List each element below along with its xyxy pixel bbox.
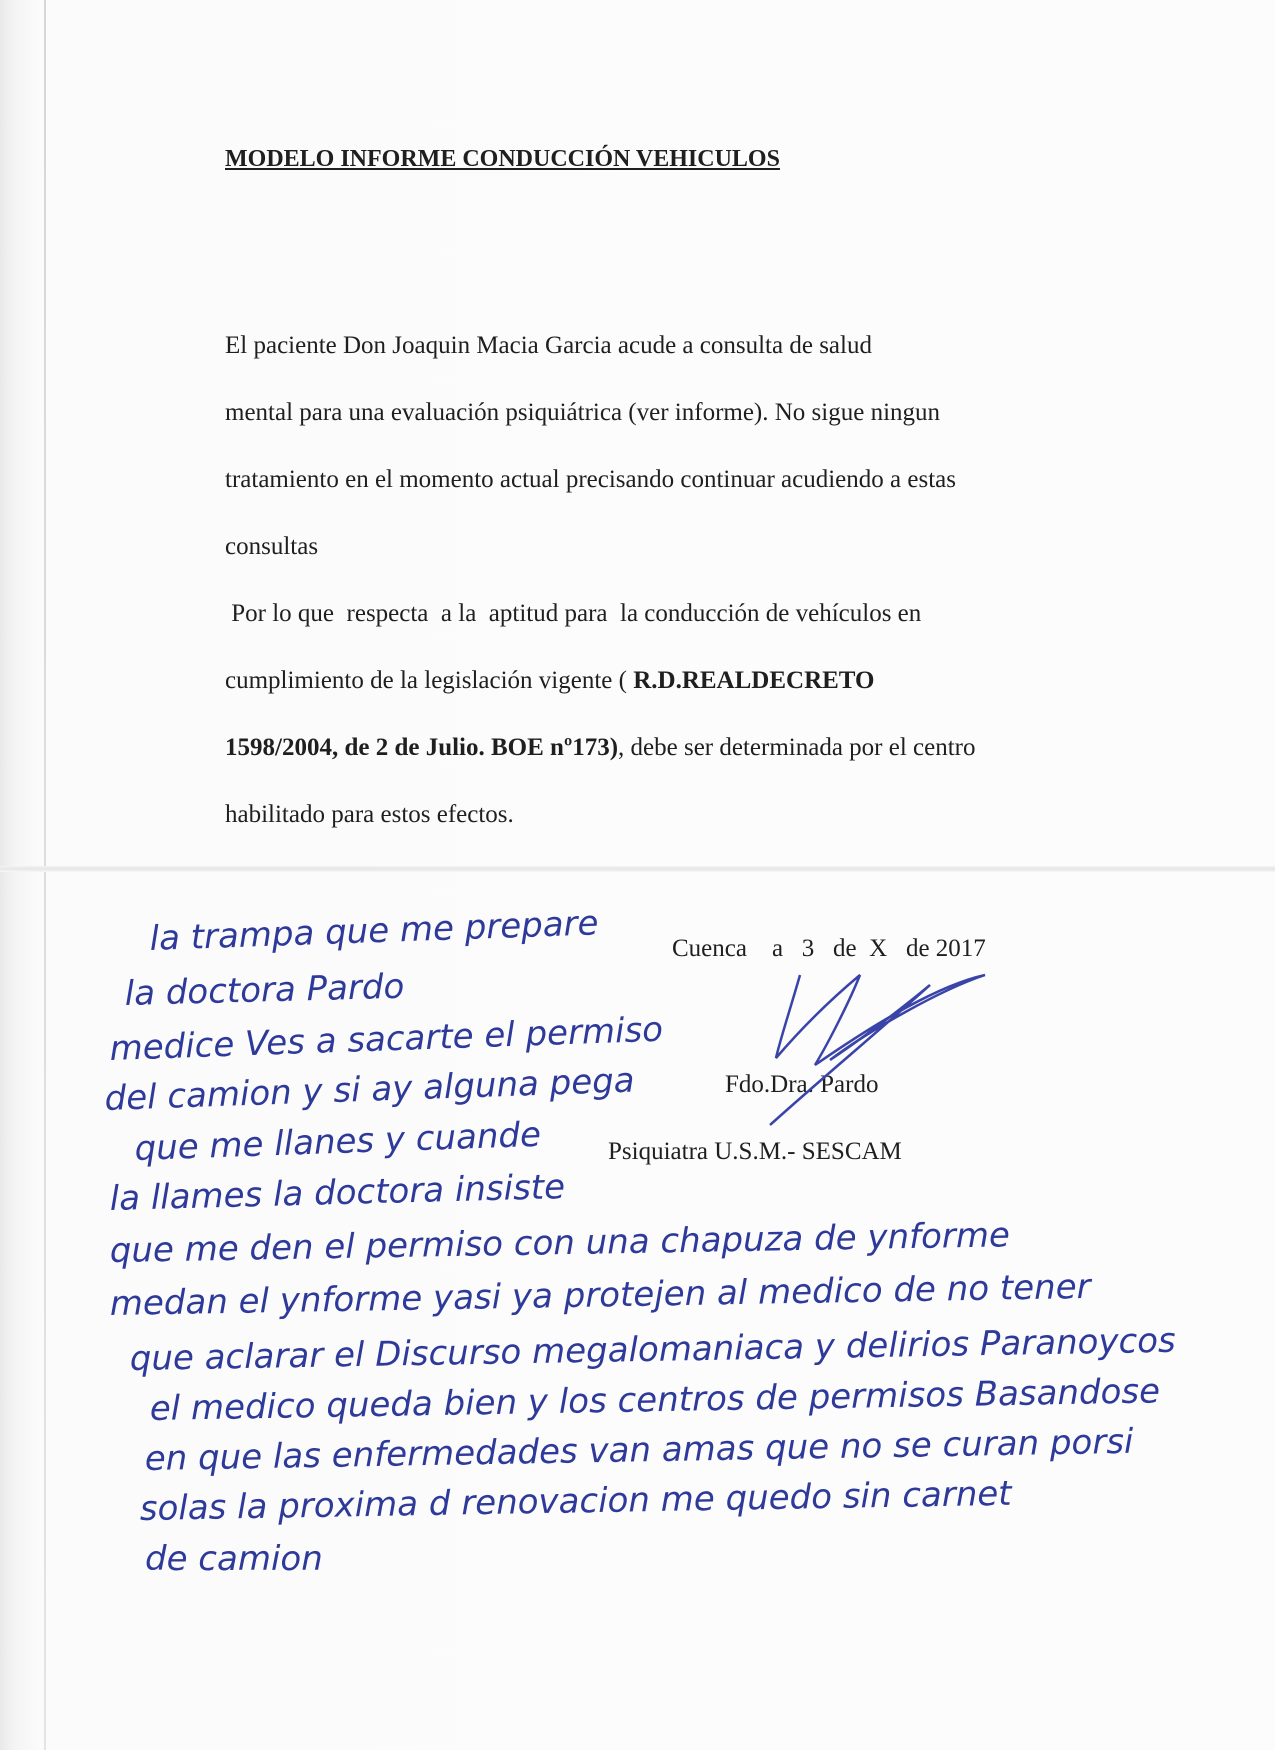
note-line-9: que aclarar el Discurso megalomaniaca y delirios Paranoycos [129,1320,1177,1379]
note-line-13: de camion [145,1539,323,1579]
note-line-11: en que las enfermedades van amas que no se curan porsi [144,1421,1134,1479]
note-line-5: que me llanes y cuande [133,1114,542,1169]
line6-normal-text: cumplimiento de la legislación vigente ( [225,667,634,694]
line7-normal-text: , debe ser determinada por el centro [618,734,976,761]
note-line-6: la llames la doctora insiste [109,1167,566,1219]
decree-reference: 1598/2004, de 2 de Julio. BOE nº173) [225,734,619,761]
note-line-8: medan el ynforme yasi ya protejen al medico de no tener [109,1266,1091,1324]
body-line-1: El paciente Don Joaquin Macia Garcia acude a consulta de salud [225,332,872,359]
note-line-10: el medico queda bien y los centros de permisos Basandose [149,1371,1161,1429]
body-line-5: Por lo que respecta a la aptitud para la conducción de vehículos en [225,600,922,627]
scan-edge [44,0,46,1750]
doctor-position: Psiquiatra U.S.M.- SESCAM [608,1138,902,1165]
note-line-1: la trampa que me prepare [148,903,600,959]
note-line-12: solas la proxima d renovacion me quedo sin carnet [139,1473,1012,1529]
body-line-6 [225,667,874,695]
decree-name: R.D.REALDECRETO [633,667,875,694]
note-line-3: medice Ves a sacarte el permiso [108,1009,664,1069]
body-line-2: mental para una evaluación psiquiátrica (ver informe). No sigue ningun [225,399,941,426]
body-line-3: tratamiento en el momento actual precisando continuar acudiendo a estas [225,466,956,493]
body-line-8: habilitado para estos efectos. [225,801,514,828]
note-line-7: que me den el permiso con una chapuza de ynforme [109,1215,1011,1271]
body-line-4: consultas [225,533,319,560]
note-line-2: la doctora Pardo [124,966,405,1014]
paper-fold [0,866,1275,872]
body-line-7 [225,734,976,762]
note-line-4: del camion y si ay alguna pega [103,1060,636,1119]
place-date: Cuenca a 3 de X de 2017 [672,935,986,962]
document-title: MODELO INFORME CONDUCCIÓN VEHICULOS [225,146,780,172]
signed-by: Fdo.Dra. Pardo [725,1071,879,1098]
